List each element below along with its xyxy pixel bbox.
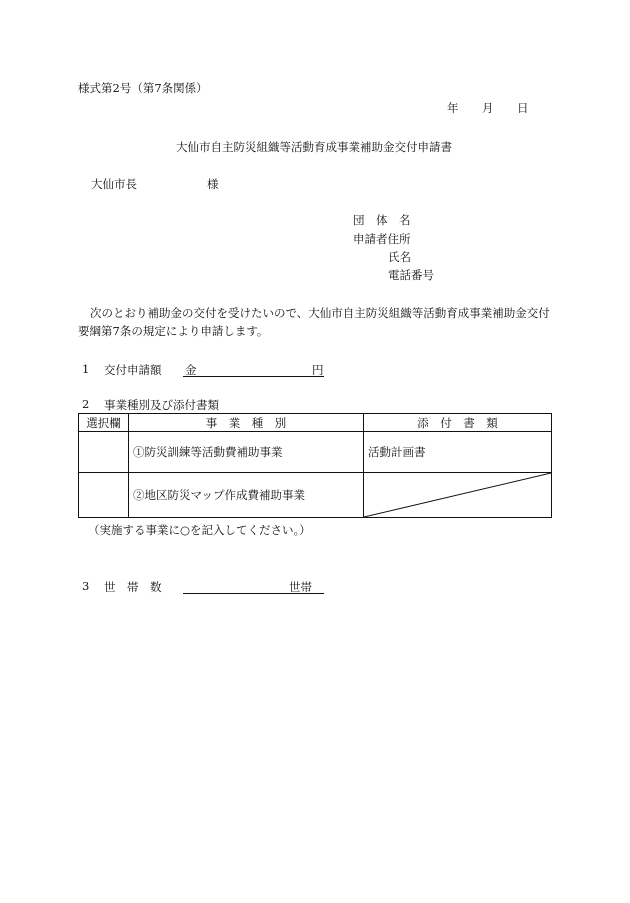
section2-number: 2 xyxy=(82,397,90,411)
form-number: 様式第2号（第7条関係） xyxy=(78,81,208,95)
section1-label: 交付申請額 xyxy=(104,363,162,377)
section3-label: 世 帯 数 xyxy=(104,580,162,594)
date-month: 月 xyxy=(482,101,494,115)
attachment-cell-1: 活動計画書 xyxy=(364,432,552,473)
table-row xyxy=(79,473,552,518)
amount-prefix: 金 xyxy=(185,363,197,377)
date-year: 年 xyxy=(447,101,459,115)
header-attachment: 添 付 書 類 xyxy=(364,414,552,432)
business-type-table xyxy=(78,413,552,518)
applicant-name-label: 氏名 xyxy=(388,250,411,264)
household-unit: 世帯 xyxy=(289,580,312,594)
applicant-phone-label: 電話番号 xyxy=(388,268,434,282)
table-note: （実施する事業に○を記入してください。） xyxy=(88,523,311,537)
application-statement: 次のとおり補助金の交付を受けたいので、大仙市自主防災組織等活動育成事業補助金交付要綱第7条の規定により申請します。 xyxy=(78,306,550,338)
amount-field-line[interactable] xyxy=(183,376,324,377)
addressee-name: 大仙市長 xyxy=(91,177,137,191)
select-cell-1[interactable] xyxy=(79,432,129,473)
section2-label: 事業種別及び添付書類 xyxy=(104,398,219,412)
group-name-label: 団 体 名 xyxy=(353,213,411,227)
household-field-line[interactable] xyxy=(183,593,324,594)
section3-number: 3 xyxy=(82,579,90,593)
header-business-type: 事 業 種 別 xyxy=(129,414,364,432)
business-cell-2: ②地区防災マップ作成費補助事業 xyxy=(129,473,364,518)
attachment-cell-2-not-applicable xyxy=(364,473,552,518)
header-select: 選択欄 xyxy=(79,414,129,432)
table-row xyxy=(79,432,552,473)
addressee-honorific: 様 xyxy=(207,177,219,191)
select-cell-2[interactable] xyxy=(79,473,129,518)
amount-unit: 円 xyxy=(312,363,324,377)
section1-number: 1 xyxy=(82,362,90,376)
document-title: 大仙市自主防災組織等活動育成事業補助金交付申請書 xyxy=(176,140,452,154)
date-day: 日 xyxy=(517,101,529,115)
diagonal-strike-line xyxy=(364,473,551,517)
business-cell-1: ①防災訓練等活動費補助事業 xyxy=(129,432,364,473)
applicant-address-label: 申請者住所 xyxy=(353,232,411,246)
table-header-row xyxy=(79,414,552,432)
